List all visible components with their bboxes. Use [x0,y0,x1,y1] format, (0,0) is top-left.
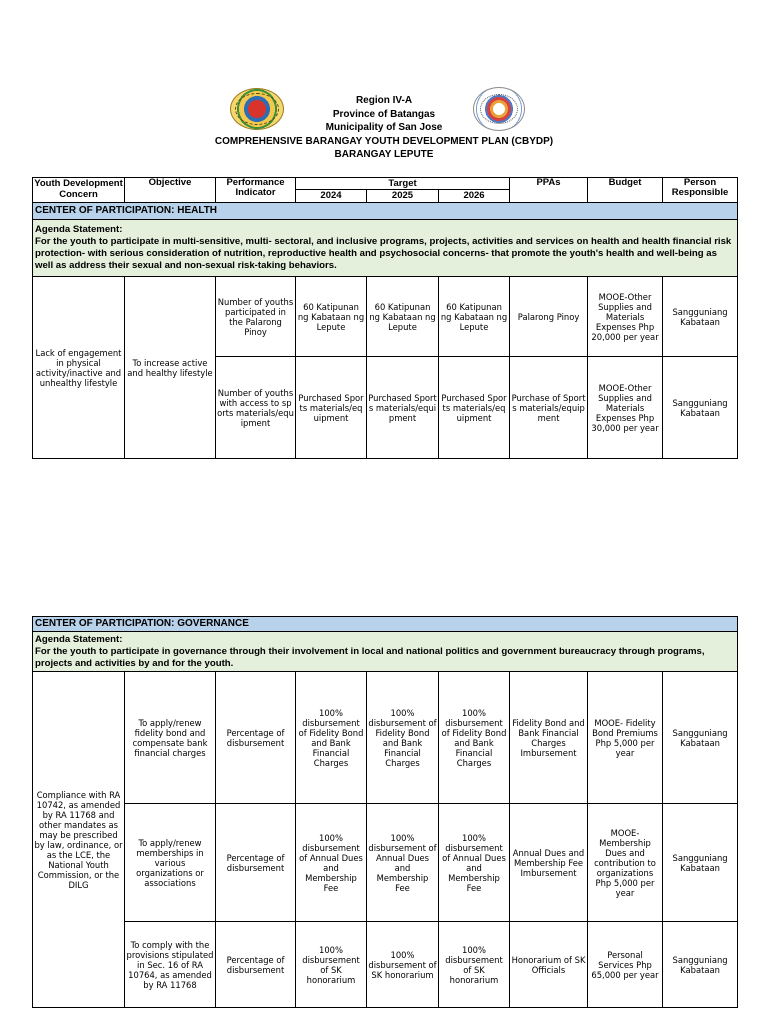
indicator-cell: Percentage of disbursement [216,804,296,922]
region-line: Region IV-A [355,95,413,106]
indicator-cell: Percentage of disbursement [216,672,296,804]
budget-cell: MOOE-Other Supplies and Materials Expenses Php 30,000 per year [588,357,663,459]
agenda-label: Agenda Statement: [35,224,123,235]
col-responsible: Person Responsible [663,178,738,203]
barangay-line: BARANGAY LEPUTE [334,149,434,160]
ppas-cell: Honorarium of SK Officials [510,922,588,1008]
target-2024-cell: 100% disbursement of SK honorarium [296,922,367,1008]
target-2026-cell: Purchased Sports materials/equipment [439,357,510,459]
target-2024-cell: 100% disbursement of Fidelity Bond and Bank Financial Charges [296,672,367,804]
target-2025-cell: 100% disbursement of Fidelity Bond and Bank Financial Charges [367,672,439,804]
responsible-cell: Sangguniang Kabataan [663,277,738,357]
ppas-cell: Palarong Pinoy [510,277,588,357]
agenda-text: For the youth to participate in governance through their involvement in local and national politics and government bureaucracy through programs, projects and activities by and for the youth. [35,645,705,669]
agenda-governance [33,632,738,672]
youth-concern-cell: Compliance with RA 10742, as amended by RA 11768 and other mandates as may be prescribed by law, ordinance, or as the LCE, the National Youth Commission, or the DILG [33,672,125,1008]
ppas-cell: Annual Dues and Membership Fee Imbursement [510,804,588,922]
budget-cell: MOOE- Membership Dues and contribution to organizations Php 5,000 per year [588,804,663,922]
responsible-cell: Sangguniang Kabataan [663,922,738,1008]
target-2026-cell: 100% disbursement of Annual Dues and Membership Fee [439,804,510,922]
indicator-cell: Number of youths with access to sports materials/equipment [216,357,296,459]
target-2025-cell: Purchased Sports materials/equipment [367,357,439,459]
target-2026-cell: 60 Katipunan ng Kabataan ng Lepute [439,277,510,357]
target-2024-cell: 60 Katipunan ng Kabataan ng Lepute [296,277,367,357]
budget-cell: MOOE-Other Supplies and Materials Expenses Php 20,000 per year [588,277,663,357]
governance-plan-table [32,616,738,1008]
youth-concern-cell: Lack of engagement in physical activity/inactive and unhealthy lifestyle [33,277,125,459]
document-header [0,94,768,162]
agenda-text: For the youth to participate in multi-sensitive, multi- sectoral, and inclusive programs, projects, activities and services on health and health financial risk protection- with serious consideration of nutrition, reproductive health and psychosocial concerns- that promote the youth's health and well-being as well as address their sexual and non-sexual risk-taking behaviors. [35,236,732,271]
col-budget: Budget [588,178,663,203]
municipality-line: Municipality of San Jose [325,122,443,133]
table-row [33,922,738,1008]
table-row [33,672,738,804]
responsible-cell: Sangguniang Kabataan [663,672,738,804]
budget-cell: Personal Services Php 65,000 per year [588,922,663,1008]
objective-cell: To apply/renew fidelity bond and compensate bank financial charges [125,672,216,804]
ppas-cell: Fidelity Bond and Bank Financial Charges Imbursement [510,672,588,804]
target-2026-cell: 100% disbursement of SK honorarium [439,922,510,1008]
target-2025-cell: 100% disbursement of Annual Dues and Membership Fee [367,804,439,922]
indicator-cell: Number of youths participated in the Palarong Pinoy [216,277,296,357]
target-2025-cell: 60 Katipunan ng Kabataan ng Lepute [367,277,439,357]
col-indicator: Performance Indicator [216,178,296,203]
section-health: CENTER OF PARTICIPATION: HEALTH [33,203,738,220]
target-2025-cell: 100% disbursement of SK honorarium [367,922,439,1008]
province-line: Province of Batangas [332,108,436,120]
health-plan-table [32,177,738,459]
target-2024-cell: Purchased Sports materials/equipment [296,357,367,459]
objective-cell: To apply/renew memberships in various organizations or associations [125,804,216,922]
target-2026-cell: 100% disbursement of Fidelity Bond and Bank Financial Charges [439,672,510,804]
objective-cell: To comply with the provisions stipulated in Sec. 16 of RA 10764, as amended by RA 11768 [125,922,216,1008]
objective-cell: To increase active and healthy lifestyle [125,277,216,459]
indicator-cell: Percentage of disbursement [216,922,296,1008]
col-year-2026: 2026 [439,190,510,203]
responsible-cell: Sangguniang Kabataan [663,804,738,922]
plan-title: COMPREHENSIVE BARANGAY YOUTH DEVELOPMENT PLAN (CBYDP) [214,135,554,147]
table-row [33,804,738,922]
table-row [33,277,738,357]
section-governance: CENTER OF PARTICIPATION: GOVERNANCE [33,617,738,632]
responsible-cell: Sangguniang Kabataan [663,357,738,459]
col-target: Target [296,178,510,190]
col-year-2024: 2024 [296,190,367,203]
col-youth-concern: Youth Development Concern [33,178,125,203]
agenda-label: Agenda Statement: [35,633,123,645]
col-year-2025: 2025 [367,190,439,203]
target-2024-cell: 100% disbursement of Annual Dues and Membership Fee [296,804,367,922]
agenda-health [33,220,738,277]
col-ppas: PPAs [510,178,588,203]
budget-cell: MOOE- Fidelity Bond Premiums Php 5,000 per year [588,672,663,804]
ppas-cell: Purchase of Sports materials/equipment [510,357,588,459]
col-objective: Objective [125,178,216,203]
